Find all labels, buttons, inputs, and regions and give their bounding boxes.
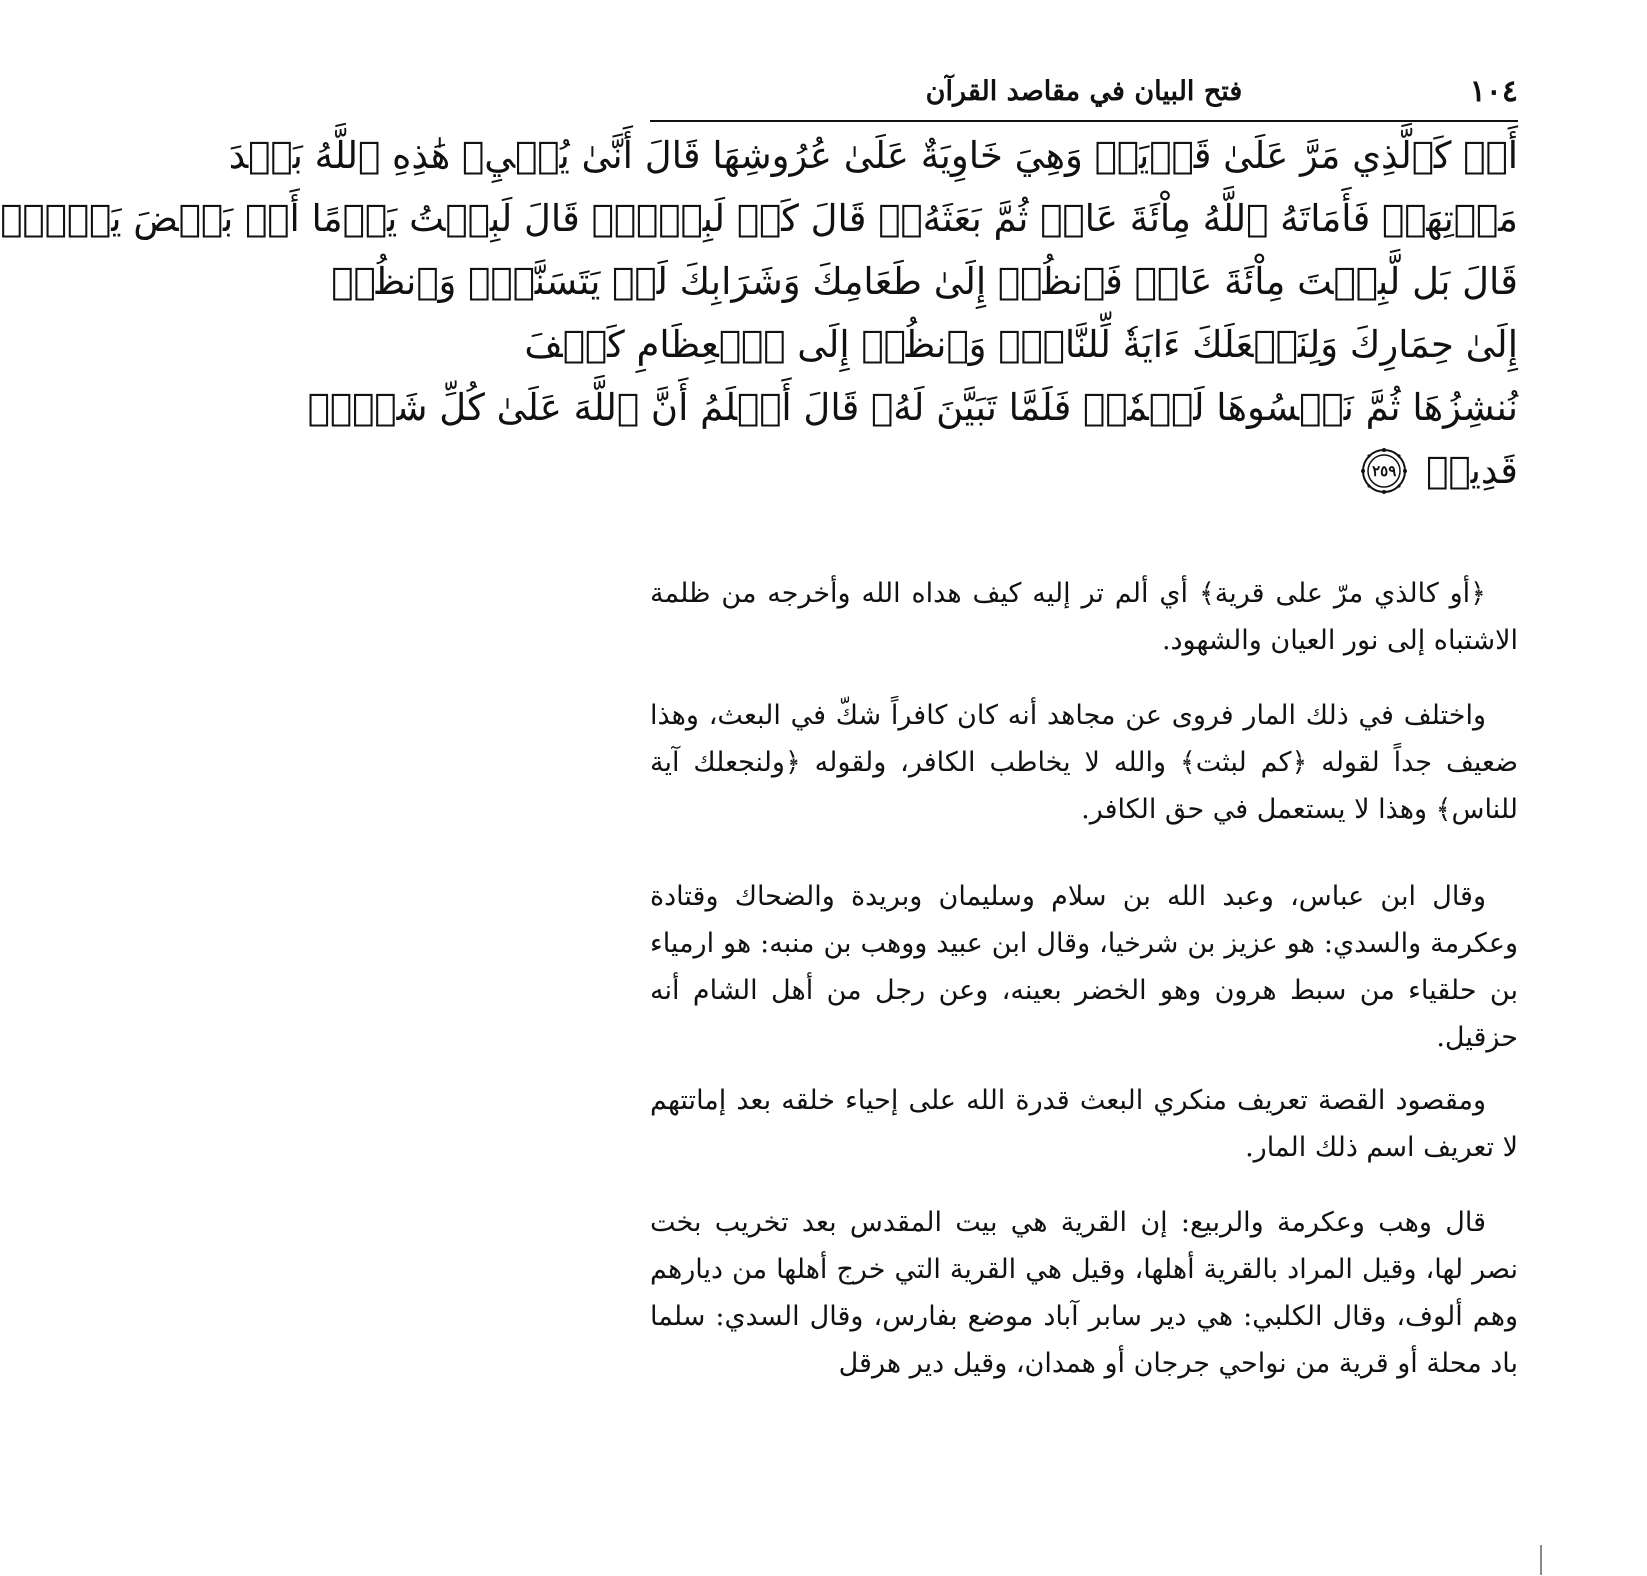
verse-line-1: أَوۡ كَٱلَّذِي مَرَّ عَلَىٰ قَرۡيَةٖ وَهِيَ خَاوِيَةٌ عَلَىٰ عُرُوشِهَا قَالَ أَنَّىٰ يُحۡيِۦ هَٰذِهِ ٱللَّهُ بَعۡدَ bbox=[228, 134, 1518, 177]
verse-final-word: قَدِيرٞ bbox=[1426, 449, 1518, 492]
page-number: ١٠٤ bbox=[1469, 74, 1518, 109]
page-header bbox=[650, 70, 1518, 122]
verse-line-6 bbox=[650, 439, 1518, 502]
commentary-paragraph-5: قال وهب وعكرمة والربيع: إن القرية هي بيت المقدس بعد تخريب بخت نصر لها، وقيل المراد بالقرية أهلها، وقيل هي القرية التي خرج أهلها من ديارهم وهم ألوف، وقال الكلبي: هي دير سابر آباد موضع بفارس، وقال السدي: سلما باد محلة أو قرية من نواحي جرجان أو همدان، وقيل دير هرقل bbox=[650, 1207, 1518, 1379]
quran-verse-block bbox=[0, 124, 1518, 502]
commentary-text bbox=[650, 570, 1518, 1387]
commentary-paragraph-3: وقال ابن عباس، وعبد الله بن سلام وسليمان وبريدة والضحاك وقتادة وعكرمة والسدي: هو عزيز بن شرخيا، وقال ابن عبيد ووهب بن منبه: هو ارمياء بن حلقياء من سبط هرون وهو الخضر بعينه، وعن رجل من أهل الشام أنه حزقيل. bbox=[650, 881, 1518, 1053]
verse-line-3: قَالَ بَل لَّبِثۡتَ مِاْئَةَ عَامٖ فَٱنظُرۡ إِلَىٰ طَعَامِكَ وَشَرَابِكَ لَمۡ يَتَسَنَّهۡۖ وَٱنظُرۡ bbox=[331, 260, 1518, 303]
ayah-end-marker-icon bbox=[1360, 447, 1408, 495]
verse-line-5: نُنشِزُهَا ثُمَّ نَكۡسُوهَا لَحۡمٗاۚ فَلَمَّا تَبَيَّنَ لَهُۥ قَالَ أَعۡلَمُ أَنَّ ٱللَّهَ عَلَىٰ كُلِّ شَيۡءٖ bbox=[307, 386, 1518, 429]
ayah-number: ٢٥٩ bbox=[1372, 461, 1397, 480]
commentary-paragraph-1: ﴿أو كالذي مرّ على قرية﴾ أي ألم تر إليه كيف هداه الله وأخرجه من ظلمة الاشتباه إلى نور العيان والشهود. bbox=[650, 578, 1518, 656]
running-title: فتح البيان في مقاصد القرآن bbox=[925, 76, 1243, 107]
margin-rule bbox=[1540, 1545, 1542, 1575]
commentary-paragraph-4: ومقصود القصة تعريف منكري البعث قدرة الله على إحياء خلقه بعد إماتتهم لا تعريف اسم ذلك المار. bbox=[650, 1085, 1518, 1163]
verse-line-4: إِلَىٰ حِمَارِكَ وَلِنَجۡعَلَكَ ءَايَةٗ لِّلنَّاسِۖ وَٱنظُرۡ إِلَى ٱلۡعِظَامِ كَيۡفَ bbox=[524, 323, 1518, 366]
verse-line-2: مَوۡتِهَاۖ فَأَمَاتَهُ ٱللَّهُ مِاْئَةَ عَامٖ ثُمَّ بَعَثَهُۥۖ قَالَ كَمۡ لَبِثۡتَۖ قَالَ لَبِثۡتُ يَوۡمًا أَوۡ بَعۡضَ يَوۡمٖۖ bbox=[0, 197, 1518, 240]
commentary-paragraph-2: واختلف في ذلك المار فروى عن مجاهد أنه كان كافراً شكّ في البعث، وهذا ضعيف جداً لقوله ﴿كم لبثت﴾ والله لا يخاطب الكافر، ولقوله ﴿ولنجعلك آية للناس﴾ وهذا لا يستعمل في حق الكافر. bbox=[650, 700, 1518, 825]
